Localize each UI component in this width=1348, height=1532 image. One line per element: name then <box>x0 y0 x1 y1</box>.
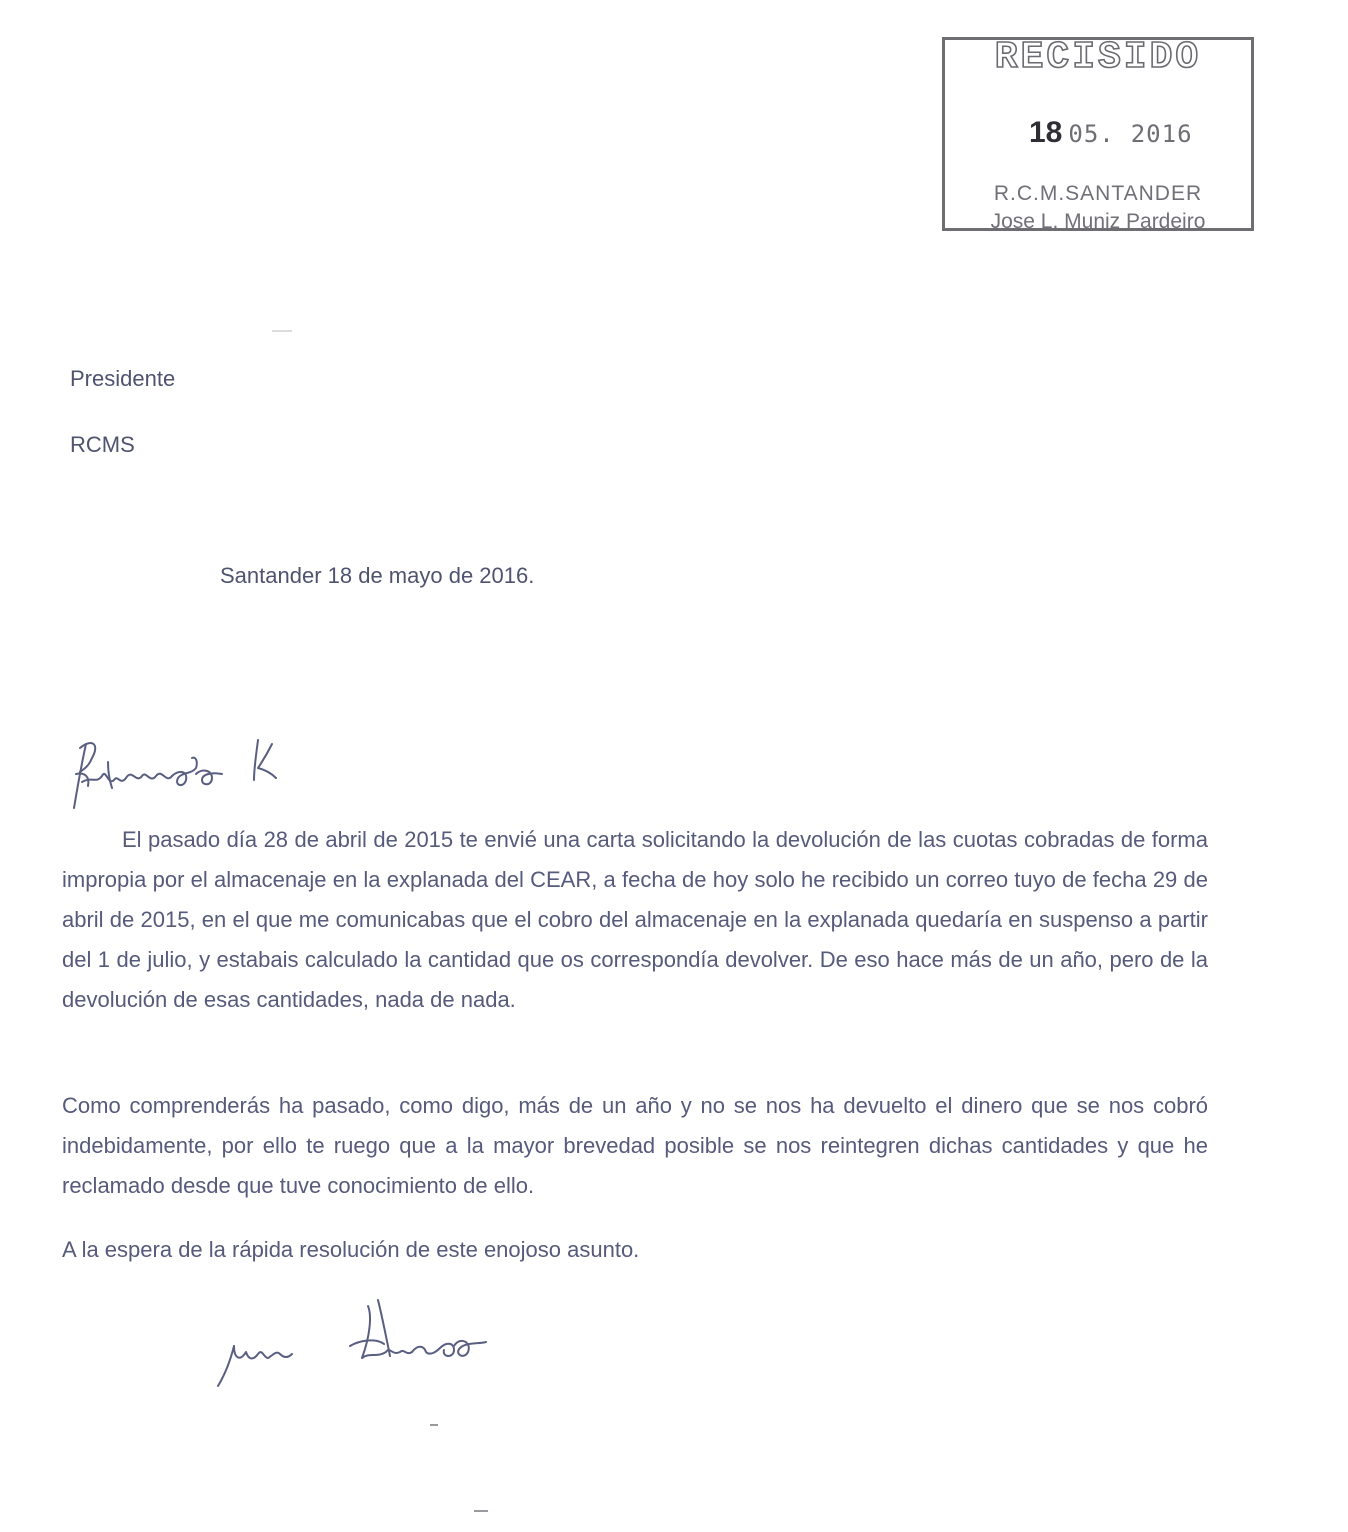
stamp-date <box>1029 116 1193 150</box>
closing-sentence: A la espera de la rápida resolución de este enojoso asunto. <box>62 1237 640 1262</box>
scan-speck <box>272 330 292 332</box>
handwritten-closing <box>210 1296 520 1392</box>
body-paragraph: El pasado día 28 de abril de 2015 te envié una carta solicitando la devolución de las cuotas cobradas de forma impropia por el almacenaje en la explanada del CEAR, a fecha de hoy solo he recibido un correo tuyo de fecha 29 de abril de 2015, en el que me comunicabas que el cobro del almacenaje en la explanada quedaría en suspenso a partir del 1 de julio, y estabais calculado la cantidad que os correspondía devolver. De eso hace más de un año, pero de la devolución de esas cantidades, nada de nada. <box>62 827 1208 1012</box>
stamp-name: Jose L. Muniz Pardeiro <box>990 210 1206 233</box>
received-stamp <box>942 37 1254 231</box>
scan-speck <box>474 1510 488 1512</box>
body-paragraph: Como comprenderás ha pasado, como digo, más de un año y no se nos ha devuelto el dinero que se nos cobró indebidamente, por ello te ruego que a la mayor brevedad posible se nos reintegren dichas cantidades y que he reclamado desde que tuve conocimiento de ello. <box>62 1093 1208 1198</box>
stamp-club: R.C.M.SANTANDER <box>993 182 1203 205</box>
stamp-title: RECISIDO <box>994 36 1202 79</box>
recipient-title: Presidente <box>70 366 176 391</box>
handwritten-salutation <box>62 728 302 818</box>
stamp-date-day: 18 <box>1029 116 1063 149</box>
recipient-organization: RCMS <box>70 432 135 457</box>
stamp-date-year: 2016 <box>1130 120 1193 148</box>
stamp-date-month: 05. <box>1068 120 1115 148</box>
scan-speck <box>430 1424 438 1426</box>
letter-date: Santander 18 de mayo de 2016. <box>220 563 535 588</box>
